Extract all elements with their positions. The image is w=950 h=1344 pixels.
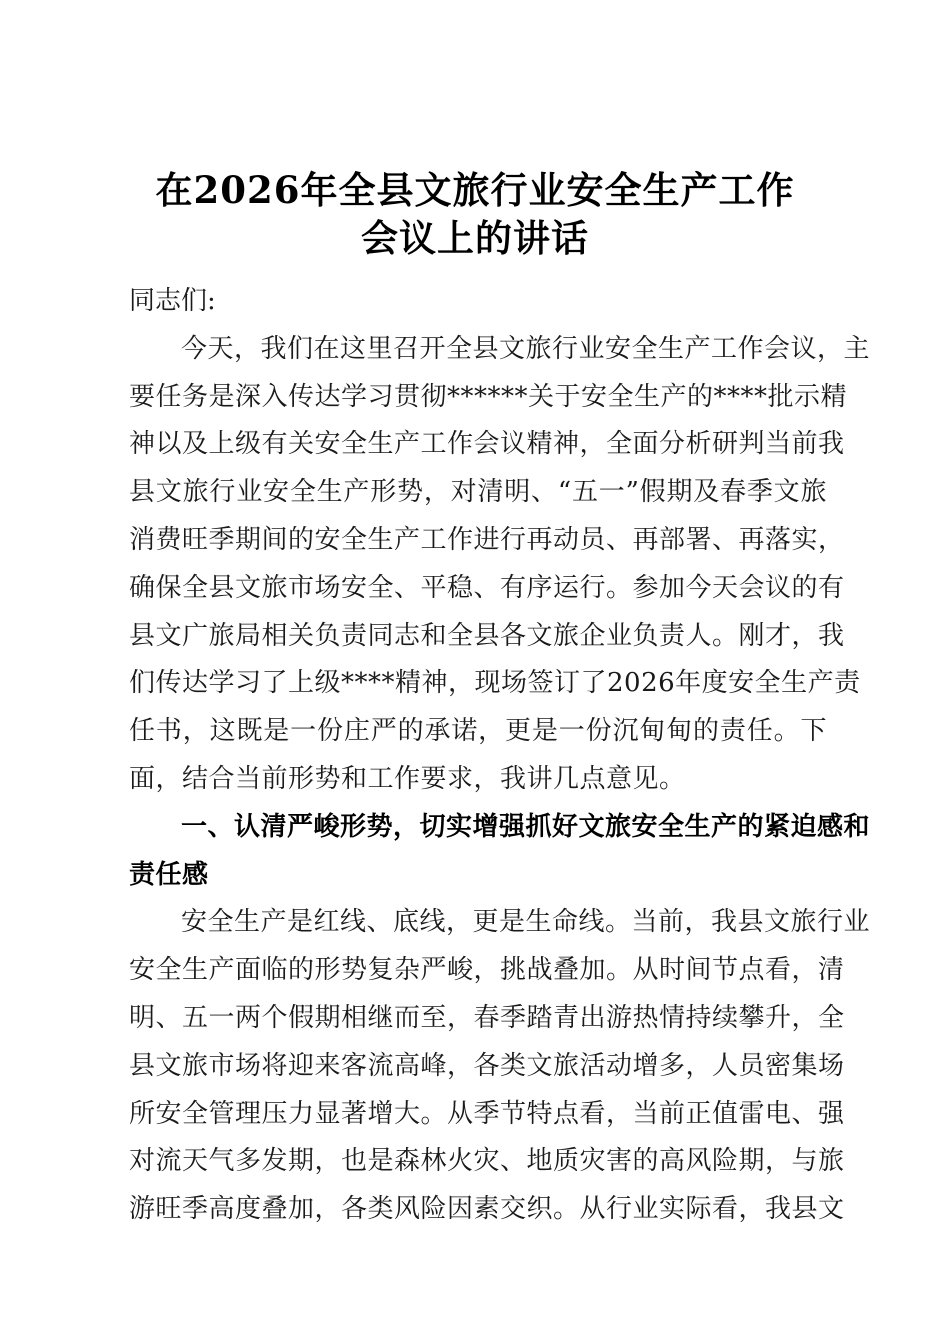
heading-line: 一、认清严峻形势，切实增强抓好文旅安全生产的紧迫感和 bbox=[181, 811, 871, 842]
text-line: 任书，这既是一份庄严的承诺，更是一份沉甸甸的责任。下 bbox=[129, 716, 827, 747]
text-line: 明、五一两个假期相继而至，春季踏青出游热情持续攀升，全 bbox=[129, 1002, 845, 1033]
text-line: 所安全管理压力显著增大。从季节特点看，当前正值雷电、强 bbox=[129, 1098, 845, 1129]
document-body bbox=[129, 278, 871, 1234]
text-line: 县文旅行业安全生产形势，对清明、“五一”假期及春季文旅 bbox=[129, 477, 827, 508]
text-line: 神以及上级有关安全生产工作会议精神，全面分析研判当前我 bbox=[129, 429, 845, 460]
heading-line: 责任感 bbox=[129, 859, 209, 890]
text-line: 今天，我们在这里召开全县文旅行业安全生产工作会议，主 bbox=[181, 333, 871, 364]
text-line: 县文广旅局相关负责同志和全县各文旅企业负责人。刚才，我 bbox=[129, 620, 845, 651]
document-title bbox=[0, 166, 950, 262]
text-line: 确保全县文旅市场安全、平稳、有序运行。参加今天会议的有 bbox=[129, 572, 845, 603]
text-line: 要任务是深入传达学习贯彻******关于安全生产的****批示精 bbox=[129, 381, 848, 412]
text-line: 面，结合当前形势和工作要求，我讲几点意见。 bbox=[129, 763, 686, 794]
paragraph-opening bbox=[129, 326, 871, 804]
text-line: 们传达学习了上级****精神，现场签订了2026年度安全生产责 bbox=[129, 668, 861, 699]
text-line: 安全生产面临的形势复杂严峻，挑战叠加。从时间节点看，清 bbox=[129, 955, 845, 986]
section-heading-1 bbox=[129, 804, 871, 900]
text-line: 游旺季高度叠加，各类风险因素交织。从行业实际看，我县文 bbox=[129, 1194, 845, 1225]
text-line: 县文旅市场将迎来客流高峰，各类文旅活动增多，人员密集场 bbox=[129, 1050, 845, 1081]
title-line-2: 会议上的讲话 bbox=[361, 216, 589, 260]
text-line: 安全生产是红线、底线，更是生命线。当前，我县文旅行业 bbox=[181, 907, 871, 938]
salutation: 同志们: bbox=[129, 286, 216, 316]
title-line-1: 在2026年全县文旅行业安全生产工作 bbox=[155, 168, 795, 212]
text-line: 消费旺季期间的安全生产工作进行再动员、再部署、再落实， bbox=[129, 524, 845, 555]
text-line: 对流天气多发期，也是森林火灾、地质灾害的高风险期，与旅 bbox=[129, 1146, 845, 1177]
paragraph-situation bbox=[129, 899, 871, 1234]
